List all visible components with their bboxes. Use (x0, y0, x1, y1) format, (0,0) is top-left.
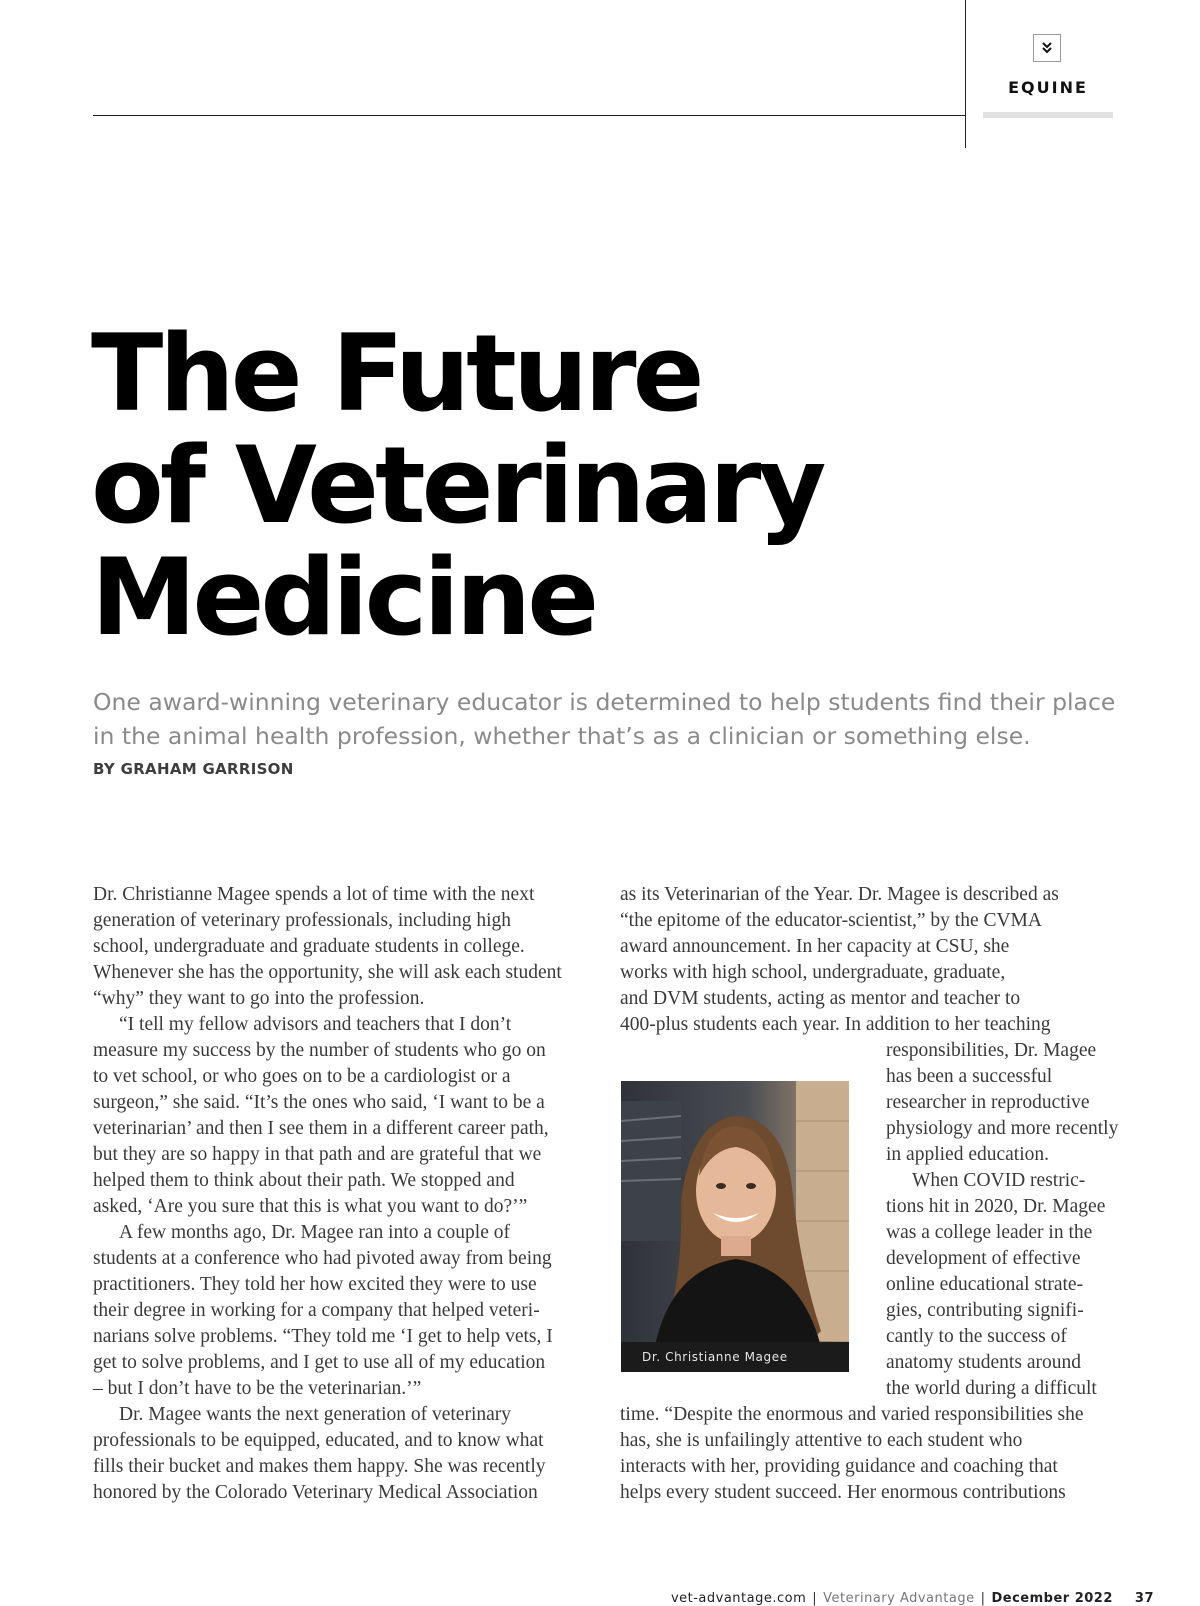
body-line: “I tell my fellow advisors and teachers that I don’t (119, 1014, 512, 1035)
body-line: in applied education. (886, 1144, 1049, 1165)
body-line: time. “Despite the enormous and varied responsibilities she (620, 1404, 1084, 1425)
body-line: generation of veterinary professionals, including high (93, 910, 512, 931)
article-dek: One award-winning veterinary educator is determined to help students find their place in the animal health profession, whether that’s as a clinician or something else. (93, 688, 1116, 750)
body-line: When COVID restric- (912, 1170, 1086, 1191)
portrait-photo (621, 1081, 849, 1372)
body-line: responsibilities, Dr. Magee (886, 1040, 1097, 1061)
body-line: students at a conference who had pivoted away from being (93, 1248, 552, 1269)
body-line: tions hit in 2020, Dr. Magee (886, 1196, 1106, 1217)
body-line: interacts with her, providing guidance and coaching that (620, 1456, 1058, 1477)
body-line: cantly to the success of (886, 1326, 1067, 1347)
body-line: narians solve problems. “They told me ‘I get to help vets, I (93, 1326, 553, 1347)
body-line: Dr. Christianne Magee spends a lot of time with the next (93, 884, 535, 905)
body-line: – but I don’t have to be the veterinarian.’” (93, 1378, 422, 1399)
body-line: the world during a difficult (886, 1378, 1097, 1399)
body-line: asked, ‘Are you sure that this is what you want to do?’” (93, 1196, 528, 1217)
body-line: Whenever she has the opportunity, she will ask each student (93, 962, 562, 983)
photo-caption: Dr. Christianne Magee (642, 1350, 788, 1364)
body-line: veterinarian’ and then I see them in a different career path, (93, 1118, 549, 1139)
footer-separator: | (980, 1591, 986, 1606)
body-line: school, undergraduate and graduate students in college. (93, 936, 525, 957)
photo-caption-bar (621, 1342, 849, 1372)
body-line: practitioners. They told her how excited they were to use (93, 1274, 537, 1295)
body-line: A few months ago, Dr. Magee ran into a couple of (119, 1222, 510, 1243)
body-line: and DVM students, acting as mentor and teacher to (620, 988, 1021, 1009)
section-label: EQUINE (1008, 78, 1088, 97)
body-line: but they are so happy in that path and are grateful that we (93, 1144, 542, 1165)
body-line: professionals to be equipped, educated, and to know what (93, 1430, 544, 1451)
section-underline (983, 112, 1113, 118)
body-line: get to solve problems, and I get to use all of my education (93, 1352, 546, 1373)
body-line: physiology and more recently (886, 1118, 1119, 1139)
body-line: award announcement. In her capacity at CSU, she (620, 936, 1010, 957)
article-title (91, 312, 991, 659)
body-line: “the epitome of the educator-scientist,” by the CVMA (620, 910, 1042, 931)
body-line: works with high school, undergraduate, graduate, (620, 962, 1006, 983)
body-line: fills their bucket and makes them happy. She was recently (93, 1456, 546, 1477)
header-rule (93, 115, 965, 116)
footer-publication: Veterinary Advantage (823, 1591, 975, 1606)
body-line: measure my success by the number of students who go on (93, 1040, 546, 1061)
portrait-illustration (621, 1081, 849, 1372)
body-line: honored by the Colorado Veterinary Medical Association (93, 1482, 538, 1503)
body-line: as its Veterinarian of the Year. Dr. Magee is described as (620, 884, 1059, 905)
body-line: surgeon,” she said. “It’s the ones who said, ‘I want to be a (93, 1092, 545, 1113)
title-line: of Veterinary (91, 424, 823, 547)
body-line: 400-plus students each year. In addition to her teaching (620, 1014, 1051, 1035)
body-line: to vet school, or who goes on to be a cardiologist or a (93, 1066, 511, 1087)
body-line: anatomy students around (886, 1352, 1081, 1373)
body-line: gies, contributing signifi- (886, 1300, 1084, 1321)
body-column-left (93, 882, 593, 1506)
body-line: was a college leader in the (886, 1222, 1093, 1243)
body-line: their degree in working for a company that helped veteri- (93, 1300, 540, 1321)
footer-separator: | (812, 1591, 818, 1606)
body-line: helped them to think about their path. We stopped and (93, 1170, 515, 1191)
byline: BY GRAHAM GARRISON (93, 760, 294, 778)
body-line: development of effective (886, 1248, 1081, 1269)
body-line: Dr. Magee wants the next generation of veterinary (119, 1404, 512, 1425)
header-vertical-rule (965, 0, 966, 148)
body-line: researcher in reproductive (886, 1092, 1090, 1113)
body-line: has been a successful (886, 1066, 1053, 1087)
title-line: The Future (91, 312, 701, 435)
title-line: Medicine (91, 536, 596, 659)
body-line: “why” they want to go into the profession. (93, 988, 425, 1009)
body-line: online educational strate- (886, 1274, 1084, 1295)
body-line: helps every student succeed. Her enormous contributions (620, 1482, 1066, 1503)
page-footer (671, 1591, 1154, 1606)
double-chevron-down-icon (1033, 34, 1061, 62)
footer-date: December 2022 (991, 1591, 1113, 1606)
body-line: has, she is unfailingly attentive to each student who (620, 1430, 1023, 1451)
page-number: 37 (1134, 1591, 1154, 1606)
footer-site: vet-advantage.com (670, 1591, 807, 1606)
